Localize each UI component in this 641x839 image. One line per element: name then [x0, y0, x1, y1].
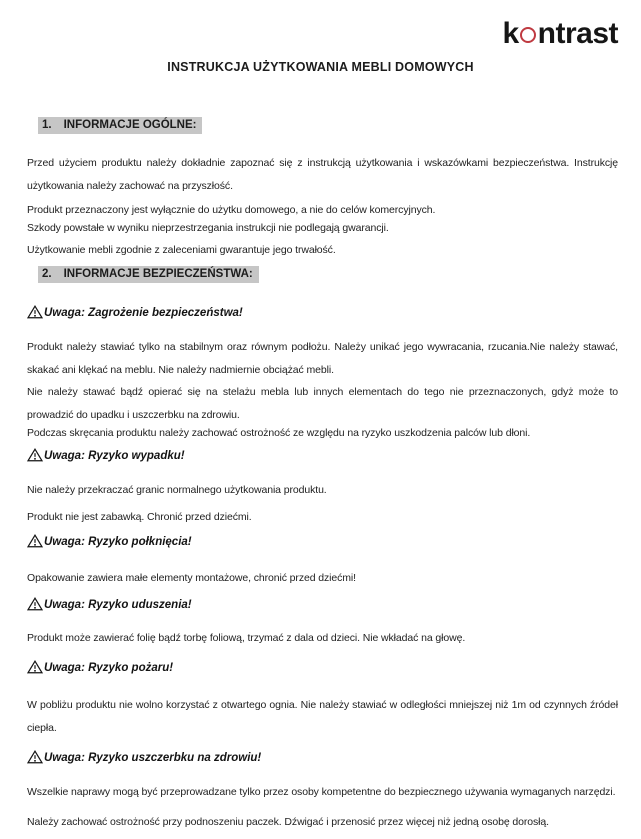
warning-heading — [27, 534, 618, 550]
warning-triangle-icon — [27, 448, 43, 462]
section-1-heading — [38, 117, 202, 134]
paragraph: Opakowanie zawiera małe elementy montażowe, chronić przed dziećmi! — [27, 572, 356, 584]
warning-triangle-icon — [27, 305, 43, 319]
document-title: INSTRUKCJA UŻYTKOWANIA MEBLI DOMOWYCH — [167, 60, 474, 74]
warning-text: Uwaga: Ryzyko wypadku! — [44, 450, 185, 462]
warning-triangle-icon — [27, 660, 43, 674]
brand-logo — [502, 19, 618, 49]
paragraph: Podczas skręcania produktu należy zachować ostrożność ze względu na ryzyko uszkodzenia palców lub dłoni. — [27, 427, 531, 439]
paragraph: Przed użyciem produktu należy dokładnie zapoznać się z instrukcją użytkowania i wskazówkami bezpieczeństwa. Instrukcję użytkowania należy zachować na przyszłość. — [27, 157, 618, 192]
brand-logo-text-after-o: ntrast — [537, 17, 618, 50]
paragraph: Użytkowanie mebli zgodnie z zaleceniami gwarantuje jego trwałość. — [27, 244, 336, 256]
warning-triangle-icon — [27, 597, 43, 611]
section-2-heading — [38, 266, 259, 283]
paragraph: W pobliżu produktu nie wolno korzystać z otwartego ognia. Nie należy stawiać w odległości mniejszej niż 1m od czynnych źródeł ciepła. — [27, 699, 618, 734]
paragraph: Wszelkie naprawy mogą być przeprowadzane tylko przez osoby kompetentne do bezpiecznego używania wymaganych narzędzi. — [27, 786, 616, 798]
warning-text: Uwaga: Ryzyko pożaru! — [44, 662, 174, 674]
brand-logo-text-before-o: k — [502, 17, 519, 50]
warning-text: Uwaga: Ryzyko uduszenia! — [44, 599, 192, 611]
paragraph: Należy zachować ostrożność przy podnoszeniu paczek. Dźwigać i przenosić przez więcej niż jedną osobę dorosłą. — [27, 816, 549, 828]
paragraph: Produkt przeznaczony jest wyłącznie do użytku domowego, a nie do celów komercyjnych. — [27, 204, 436, 216]
paragraph: Produkt nie jest zabawką. Chronić przed dziećmi. — [27, 511, 252, 523]
paragraph: Nie należy przekraczać granic normalnego użytkowania produktu. — [27, 484, 327, 496]
warning-triangle-icon — [27, 534, 43, 548]
paragraph: Produkt należy stawiać tylko na stabilnym oraz równym podłożu. Należy unikać jego wywracania, rzucania.Nie należy stawać, skakać ani klękać na meblu. Nie należy nadmiernie obciążać mebli. — [27, 341, 618, 376]
warning-heading — [27, 597, 618, 613]
warning-text: Uwaga: Ryzyko połknięcia! — [44, 536, 192, 548]
brand-logo-o-ring-icon — [520, 27, 536, 43]
paragraph: Produkt może zawierać folię bądź torbę foliową, trzymać z dala od dzieci. Nie wkładać na głowę. — [27, 632, 466, 644]
paragraph: Szkody powstałe w wyniku nieprzestrzegania instrukcji nie podlegają gwarancji. — [27, 222, 389, 234]
section-1-label: INFORMACJE OGÓLNE: — [63, 119, 197, 131]
paragraph: Nie należy stawać bądź opierać się na stelażu mebla lub innych elementach do tego nie przeznaczonych, gdyż może to prowadzić do upadku i uszczerbku na zdrowiu. — [27, 386, 618, 421]
warning-text: Uwaga: Zagrożenie bezpieczeństwa! — [44, 307, 243, 319]
section-2-label: INFORMACJE BEZPIECZEŃSTWA: — [63, 268, 253, 280]
warning-heading — [27, 660, 618, 676]
warning-text: Uwaga: Ryzyko uszczerbku na zdrowiu! — [44, 752, 262, 764]
warning-heading — [27, 305, 618, 321]
warning-heading — [27, 448, 618, 464]
warning-heading — [27, 750, 618, 766]
section-1-number: 1. — [42, 119, 52, 131]
section-2-number: 2. — [42, 268, 52, 280]
warning-triangle-icon — [27, 750, 43, 764]
